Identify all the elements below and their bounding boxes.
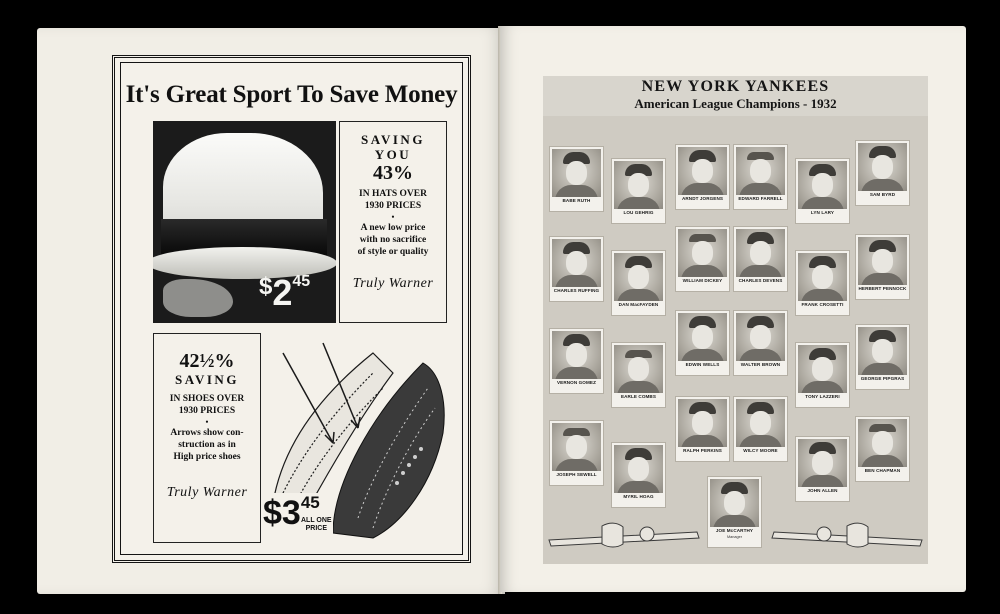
hat-ad-section [153, 121, 447, 323]
advertisement-inner-border [120, 62, 463, 555]
hat-ad-copy [339, 121, 447, 323]
hat-price: $245 [259, 272, 311, 313]
player-name: CHARLES RUFFING [553, 288, 600, 293]
team-subtitle: American League Champions - 1932 [634, 96, 837, 111]
player-portrait [614, 345, 663, 393]
player-name: DAN MacFAYDEN [618, 302, 659, 307]
player-card [675, 144, 730, 210]
player-portrait [736, 229, 785, 277]
player-name: RALPH PERKINS [683, 448, 722, 453]
player-portrait [736, 313, 785, 361]
player-name: WILLIAM DICKEY [682, 278, 723, 283]
player-name: HERBERT PENNOCK [858, 286, 907, 291]
ad-headline: It's Great Sport To Save Money [125, 81, 458, 108]
player-portrait [736, 399, 785, 447]
player-name: FRANK CROSETTI [801, 302, 844, 307]
hat-bullet: • [391, 212, 395, 222]
hat-line-a: IN HATS OVER [359, 189, 427, 199]
player-name: EDWARD FARRELL [738, 196, 783, 201]
player-name: LOU GEHRIG [623, 210, 654, 215]
player-portrait [678, 229, 727, 277]
player-name: JOSEPH SEWELL [556, 472, 597, 477]
gloves-image [163, 279, 233, 317]
player-card [611, 342, 666, 408]
player-card [611, 158, 666, 224]
player-card [675, 226, 730, 292]
shoe-price: $345 ALL ONE PRICE [263, 493, 333, 543]
player-portrait [798, 439, 847, 487]
player-card [855, 234, 910, 300]
player-card [611, 442, 666, 508]
player-name: EDWIN WELLS [685, 362, 720, 367]
player-name: WALTER BROWN [740, 362, 781, 367]
player-card [733, 396, 788, 462]
hat-note-a: A new low price [360, 223, 426, 233]
shoe-line-b: 1930 PRICES [178, 406, 236, 416]
player-card [675, 396, 730, 462]
hat-note-c: of style or quality [357, 247, 429, 257]
hat-saving-percent: 43% [373, 162, 413, 184]
player-portrait [858, 143, 907, 191]
player-name: GEORGE PIPGRAS [860, 376, 905, 381]
player-portrait [858, 237, 907, 285]
hat-saving-label: SAVING [361, 132, 425, 147]
player-card [733, 310, 788, 376]
player-card [549, 328, 604, 394]
player-portrait [798, 253, 847, 301]
player-portrait [552, 239, 601, 287]
player-portrait [552, 149, 601, 197]
player-card [795, 436, 850, 502]
player-portrait [614, 445, 663, 493]
hat-photo [153, 121, 336, 323]
player-card [675, 310, 730, 376]
player-name: LYN LARY [810, 210, 835, 215]
player-portrait [798, 345, 847, 393]
player-name: TONY LAZZERI [805, 394, 840, 399]
left-page [37, 28, 505, 594]
player-portrait [552, 331, 601, 379]
player-portrait [858, 419, 907, 467]
player-card [733, 226, 788, 292]
player-portrait [614, 253, 663, 301]
player-portrait [678, 147, 727, 195]
player-card [611, 250, 666, 316]
player-card [855, 324, 910, 390]
hat-note-b: with no sacrifice [359, 235, 427, 245]
player-role: Manager [727, 535, 742, 539]
shoe-saving-label: SAVING [175, 372, 239, 387]
player-name: JOHN ALLEN [807, 488, 838, 493]
player-name: SAM BYRD [869, 192, 896, 197]
hat-line-b: 1930 PRICES [364, 201, 422, 211]
shoe-ad-copy [153, 333, 261, 543]
player-card [733, 144, 788, 210]
player-card [795, 342, 850, 408]
crossed-bats-icon [547, 518, 924, 558]
player-portrait [552, 423, 601, 471]
player-card [795, 250, 850, 316]
player-name: VERNON GOMEZ [557, 380, 596, 385]
player-portrait [678, 399, 727, 447]
shoe-saving-percent: 42½% [179, 350, 235, 372]
hat-saving-you: YOU [374, 147, 412, 162]
shoe-line-a: IN SHOES OVER [169, 394, 245, 404]
shoe-note-b: struction as in [178, 440, 236, 450]
player-name: JOE McCARTHY [715, 528, 754, 533]
team-banner [543, 76, 928, 116]
team-photo-panel [543, 76, 928, 564]
player-name: WILCY MOORE [743, 448, 778, 453]
team-title: NEW YORK YANKEES [641, 78, 830, 95]
player-name: BABE RUTH [562, 198, 591, 203]
right-page [500, 26, 966, 592]
player-name: CHARLES DEVENS [738, 278, 783, 283]
player-card [795, 158, 850, 224]
player-card [855, 140, 910, 206]
shoe-bullet: • [205, 417, 209, 427]
player-card [549, 236, 604, 302]
player-name: MYRIL HOAG [623, 494, 654, 499]
shoe-price-note: ALL ONE PRICE [301, 517, 332, 532]
advertisement-panel [112, 55, 471, 563]
player-portrait [736, 147, 785, 195]
shoe-note-c: High price shoes [173, 452, 241, 462]
player-portrait [798, 161, 847, 209]
player-portrait [614, 161, 663, 209]
player-name: BEN CHAPMAN [864, 468, 901, 473]
player-card [549, 146, 604, 212]
player-name: ARNDT JORGENS [681, 196, 724, 201]
shoe-note-a: Arrows show con- [170, 428, 244, 438]
player-portrait [678, 313, 727, 361]
player-portrait [858, 327, 907, 375]
shoe-ad-section [153, 333, 447, 543]
player-card [855, 416, 910, 482]
player-card [549, 420, 604, 486]
player-name: EARLE COMBS [620, 394, 657, 399]
hat-brand-logo: Truly Warner [352, 276, 434, 291]
shoe-brand-logo: Truly Warner [166, 485, 248, 500]
